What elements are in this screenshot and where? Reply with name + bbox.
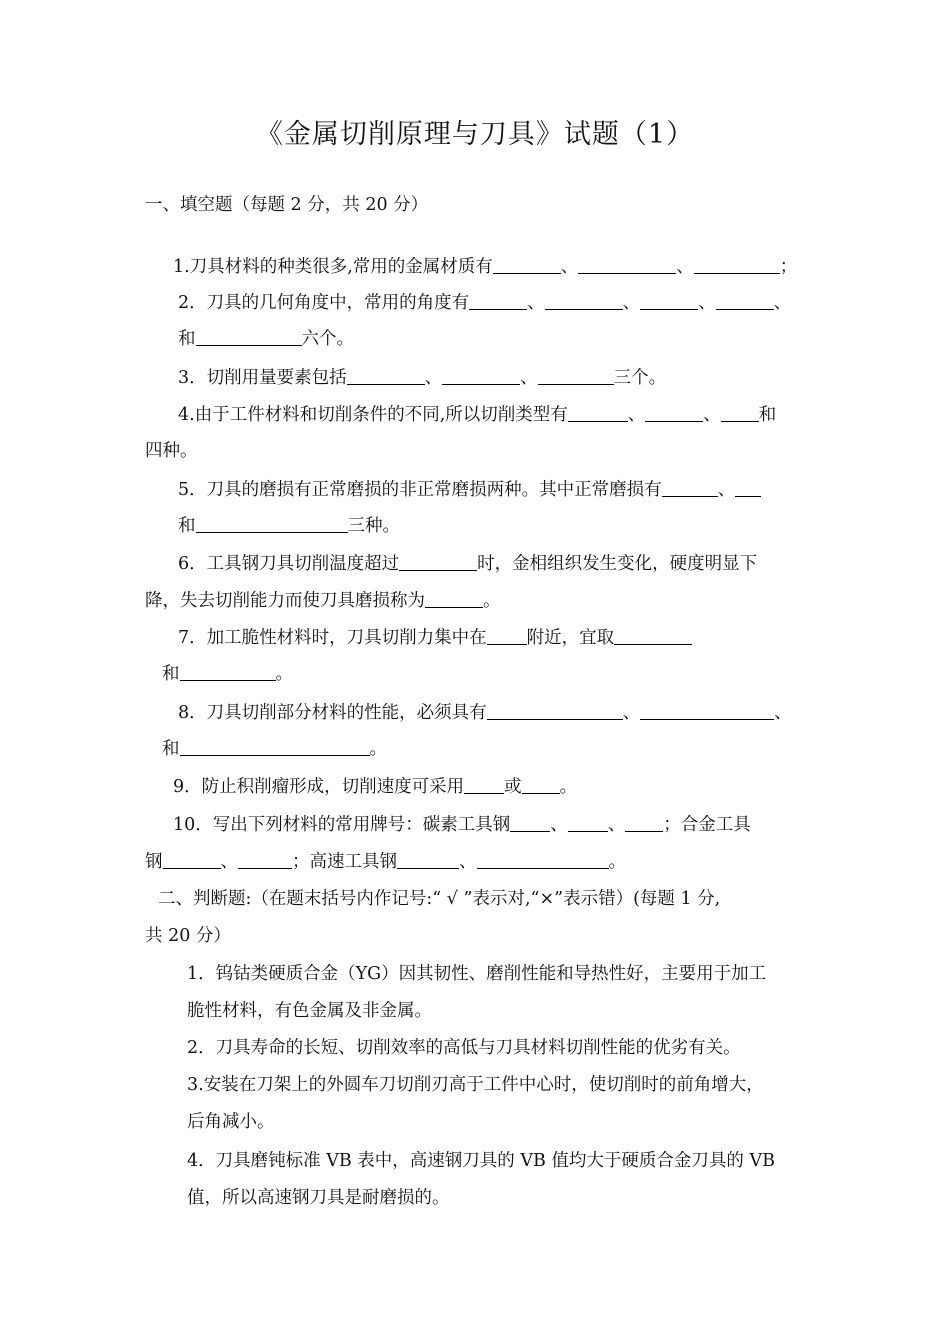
separator: 、 [703,405,721,425]
separator: 、 [676,257,694,277]
question-text: 2．刀具的几何角度中，常用的角度有 [178,293,470,313]
answer-blank [487,627,527,645]
question-text: 高速工具钢 [309,852,397,872]
answer-blank [425,590,483,608]
separator: 、 [622,293,641,313]
separator: 、 [622,703,641,723]
question-4-cont: 四种。 [145,441,198,461]
separator: 、 [717,480,736,500]
question-8 [178,702,792,724]
answer-blank [347,367,425,385]
question-text: 。 [608,852,626,872]
answer-blank [578,256,676,274]
answer-blank [477,851,609,869]
question-text: 时，金相组织发生变化，硬度明显下 [477,554,758,574]
separator: ； [663,815,681,835]
answer-blank [735,479,761,497]
question-1 [173,256,797,278]
answer-blank [645,404,703,422]
judge-item-3-cont: 后角减小。 [187,1112,275,1132]
judge-item-3: 3.安装在刀架上的外圆车刀切削刃高于工件中心时，使切削时的前角增大， [187,1075,764,1095]
question-text: 。 [559,777,578,797]
section1-heading: 一、填空题（每题 2 分，共 20 分） [145,195,429,215]
question-text: 附近，宜取 [526,628,615,648]
separator: ； [292,852,310,872]
question-text: 合金工具 [680,815,751,835]
separator: ； [779,257,798,277]
judge-item-4: 4．刀具磨钝标准 VB 表中，高速钢刀具的 VB 值均大于硬质合金刀具的 VB [187,1151,775,1171]
question-text: 6．工具钢刀具切削温度超过 [178,554,400,574]
question-6 [178,553,757,575]
answer-blank [397,851,459,869]
answer-blank [716,292,774,310]
answer-blank [487,702,623,720]
question-text: 。 [369,739,387,759]
judge-item-1-cont: 脆性材料，有色金属及非金属。 [187,1001,432,1021]
separator: 、 [527,293,545,313]
question-8-cont [162,738,387,760]
answer-blank [163,851,221,869]
question-text: 4.由于工件材料和切削条件的不同,所以切削类型有 [178,405,568,425]
judge-item-2: 2．刀具寿命的长短、切削效率的高低与刀具材料切削性能的优劣有关。 [187,1038,741,1058]
separator: 、 [773,293,792,313]
answer-blank [538,367,614,385]
question-text: 六个。 [301,329,354,349]
answer-blank [399,553,477,571]
question-text: 三种。 [347,516,400,536]
question-text: 1.刀具材料的种类很多,常用的金属材质有 [173,257,493,277]
answer-blank [568,404,628,422]
question-text: 三个。 [613,368,667,388]
answer-blank [464,776,504,794]
answer-blank [662,479,718,497]
question-text: 和 [178,516,196,536]
separator: 、 [627,405,646,425]
separator: 、 [459,852,477,872]
answer-blank [614,627,692,645]
question-7-cont [162,663,293,685]
answer-blank [721,404,759,422]
question-text: 降，失去切削能力而使刀具磨损称为 [145,591,425,611]
separator: 、 [220,852,238,872]
judge-item-4-cont: 值，所以高速钢刀具是耐磨损的。 [187,1188,450,1208]
question-text: 。 [275,664,293,684]
answer-blank [522,776,560,794]
question-text: 和 [162,739,180,759]
answer-blank [568,814,608,832]
question-text: 9．防止积削瘤形成，切削速度可采用 [173,777,465,797]
separator: 、 [774,703,792,723]
answer-blank [196,515,348,533]
question-text: 7．加工脆性材料时，刀具切削力集中在 [178,628,487,648]
question-2 [178,292,791,314]
answer-blank [180,663,276,681]
question-6-cont [145,590,501,612]
question-10 [173,814,751,836]
question-9 [173,776,577,798]
separator: 、 [520,368,538,388]
answer-blank [238,851,292,869]
separator: 、 [424,368,443,388]
question-text: 8．刀具切削部分材料的性能，必须具有 [178,703,487,723]
answer-blank [442,367,520,385]
question-text: 3．切削用量要素包括 [178,368,347,388]
answer-blank [545,292,623,310]
answer-blank [694,256,780,274]
section2-heading-cont: 共 20 分） [145,926,231,946]
separator: 、 [607,815,626,835]
question-text: 和 [162,664,180,684]
answer-blank [510,814,550,832]
separator: 、 [550,815,568,835]
answer-blank [469,292,527,310]
question-text: 10．写出下列材料的常用牌号：碳素工具钢 [173,815,511,835]
question-text: 。 [483,591,501,611]
answer-blank [625,814,663,832]
question-4 [178,404,776,426]
separator: 、 [560,257,579,277]
answer-blank [180,738,370,756]
question-text: 和 [178,329,196,349]
answer-blank [196,328,302,346]
question-3 [178,367,666,389]
question-2-cont [178,328,354,350]
question-text: 钢 [145,852,163,872]
answer-blank [640,292,698,310]
question-5-cont [178,515,400,537]
answer-blank [493,256,561,274]
question-text: 5．刀具的磨损有正常磨损的非正常磨损两种。其中正常磨损有 [178,480,662,500]
section2-heading: 二、判断题:（在题末括号内作记号:“ √ ”表示对,“×”表示错）(每题 1 分, [158,889,721,909]
question-5 [178,479,761,501]
question-10-cont [145,851,626,873]
answer-blank [640,702,774,720]
page-title: 《金属切削原理与刀具》试题（1） [255,119,695,150]
separator: 、 [698,293,716,313]
question-text: 和 [758,405,777,425]
question-7 [178,627,692,649]
question-text: 或 [504,777,522,797]
judge-item-1: 1．钨钴类硬质合金（YG）因其韧性、磨削性能和导热性好，主要用于加工 [187,964,767,984]
